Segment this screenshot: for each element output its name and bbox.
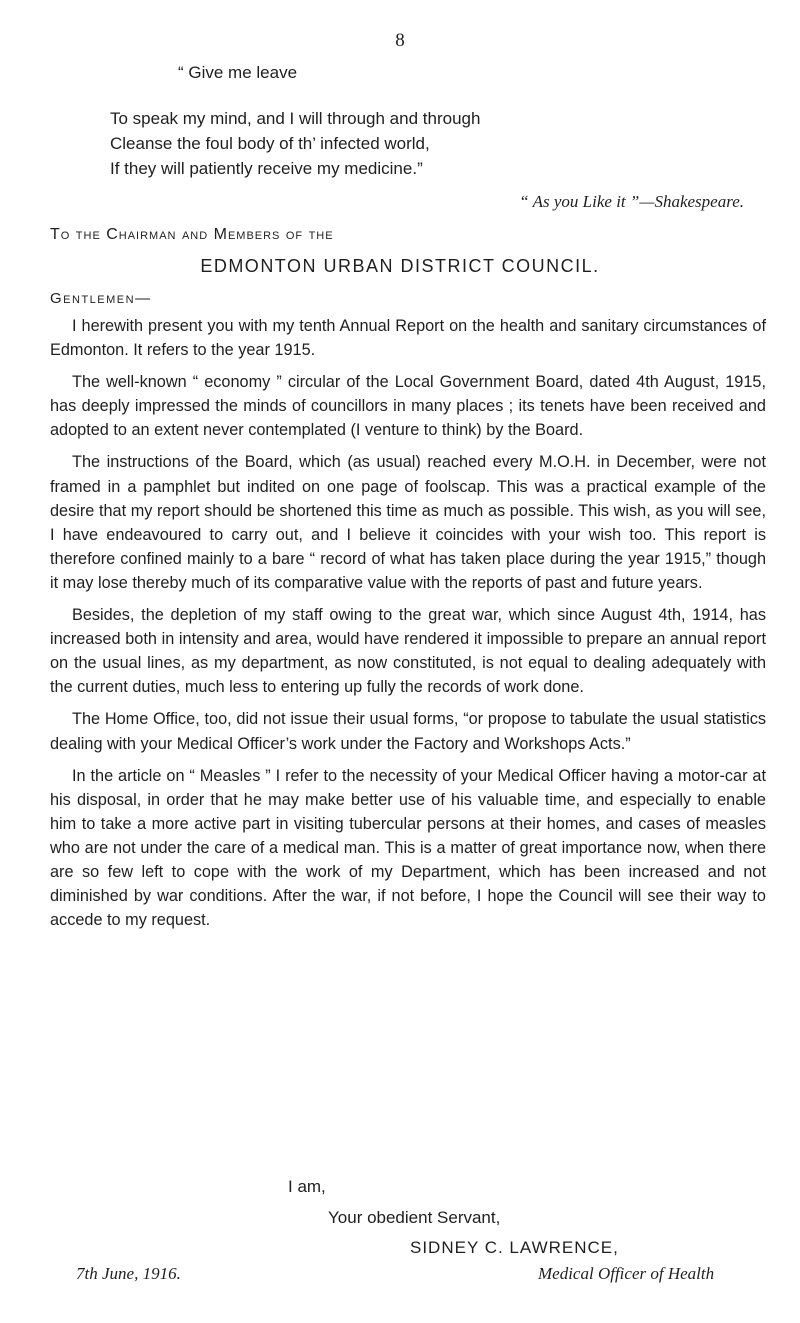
signatory-name: SIDNEY C. LAWRENCE, — [410, 1238, 619, 1257]
salutation: Gentlemen— — [50, 290, 152, 307]
paragraph-economy-circular: The well-known “ economy ” circular of the Local Government Board, dated 4th August, 1915, has deeply impressed the minds of councillors in many places ; its tenets have been received and adopted to an extent never contemplated (I venture to think) by the Board. — [50, 373, 766, 440]
report-body — [50, 314, 766, 940]
addressee: To the Chairman and Members of the — [50, 226, 334, 243]
epigraph-attribution: “ As you Like it ”—Shakespeare. — [519, 192, 744, 211]
paragraph-staff-depletion: Besides, the depletion of my staff owing to the great war, which since August 4th, 1914, has increased both in intensity and area, would have rendered it impossible to prepare an annual report on the usual lines, as my department, as now constituted, is not equal to dealing adequately with the current duties, much less to entering up fully the records of work done. — [50, 606, 766, 697]
paragraph-board-instructions: The instructions of the Board, which (as usual) reached every M.O.H. in December, were not framed in a pamphlet but indited on one page of foolscap. This was a practical example of the desire that my report should be shortened this time as much as possible. This wish, as you will see, I have endeavoured to carry out, and I believe it coincides with your wish too. This report is therefore confined mainly to a bare “ record of what has taken place during the year 1915,” though it may lose thereby much of its comparative value with the reports of past and future years. — [50, 453, 766, 592]
epigraph-line-4: If they will patiently receive my medicine.” — [110, 159, 423, 178]
epigraph-line-2: To speak my mind, and I will through and through — [110, 109, 481, 128]
page-number: 8 — [395, 30, 405, 51]
closing-servant: Your obedient Servant, — [328, 1208, 501, 1227]
signatory-title: Medical Officer of Health — [538, 1264, 715, 1283]
epigraph-line-3: Cleanse the foul body of th’ infected world, — [110, 134, 430, 153]
closing-i-am: I am, — [288, 1177, 326, 1196]
epigraph-line-1: “ Give me leave — [178, 63, 298, 82]
paragraph-home-office: The Home Office, too, did not issue their usual forms, “or propose to tabulate the usual statistics dealing with your Medical Officer’s work under the Factory and Workshops Acts.” — [50, 710, 766, 753]
council-name: EDMONTON URBAN DISTRICT COUNCIL. — [200, 256, 600, 276]
paragraph-motor-car: In the article on “ Measles ” I refer to the necessity of your Medical Officer having a motor-car at his disposal, in order that he may make better use of his valuable time, and especially to enable him to take a more active part in visiting tubercular persons at their homes, and cases of measles who are not under the care of a medical man. This is a matter of great importance now, when there are so few left to cope with the work of my Department, which has been increased and not diminished by war conditions. After the war, if not before, I hope the Council will see their way to accede to my request. — [50, 766, 766, 930]
paragraph-intro: I herewith present you with my tenth Annual Report on the health and sanitary circumstances of Edmonton. It refers to the year 1915. — [50, 317, 766, 360]
letter-date: 7th June, 1916. — [76, 1264, 181, 1283]
